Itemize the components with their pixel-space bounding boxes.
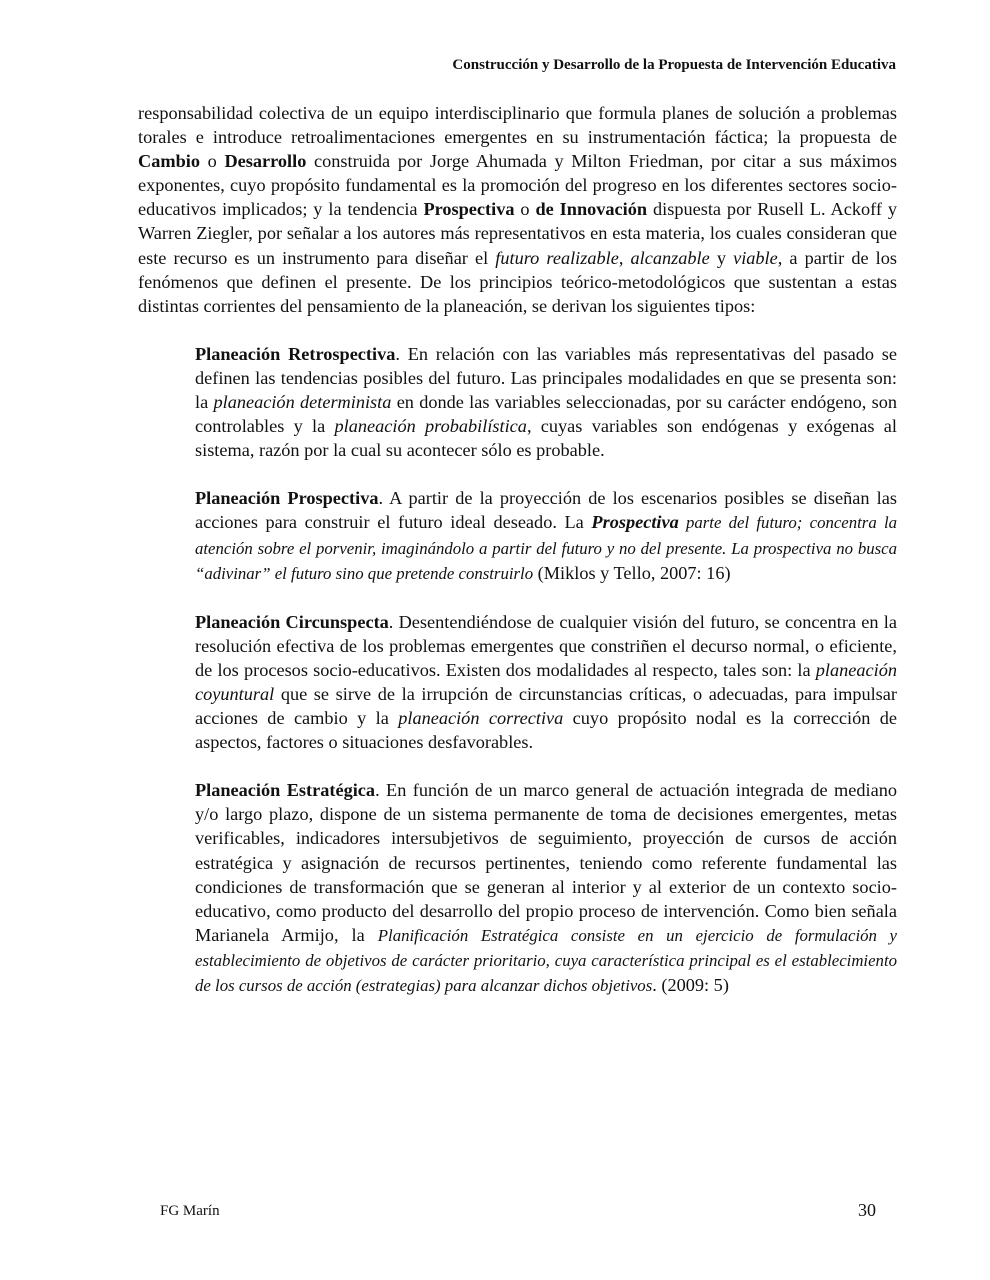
- retrospectiva-title: Planeación Retrospectiva: [195, 343, 396, 364]
- page-body: [138, 101, 897, 998]
- prospectiva-title: Planeación Prospectiva: [195, 488, 379, 509]
- estrategica-title: Planeación Estratégica: [195, 780, 376, 801]
- circunspecta-title: Planeación Circunspecta: [195, 611, 389, 632]
- page-number: 30: [858, 1200, 876, 1220]
- retrospectiva-paragraph: Planeación Retrospectiva. En relación con las variables más representativas del pasado se definen las tendencias posibles del futuro. Las principales modalidades en que se presenta son: la planeación determinista en donde las variables seleccionadas, por su carácter endógeno, son controlables y la planeación probabilística, cuyas variables son endógenas y exógenas al sistema, razón por la cual su acontecer sólo es probable.: [195, 343, 898, 461]
- prospectiva-paragraph: Planeación Prospectiva. A partir de la proyección de los escenarios posibles se diseñan las acciones para construir el futuro ideal deseado. La Prospectiva parte del futuro; concentra la atención sobre el porvenir, imaginándolo a partir del futuro y no del presente. La prospectiva no busca “adivinar” el futuro sino que pretende construirlo (Miklos y Tello, 2007: 16): [195, 488, 898, 583]
- circunspecta-paragraph: Planeación Circunspecta. Desentendiéndose de cualquier visión del futuro, se concentra en la resolución efectiva de los problemas emergentes que constriñen el decurso normal, o eficiente, de los procesos socio-educativos. Existen dos modalidades al respecto, tales son: la planeación coyuntural que se sirve de la irrupción de circunstancias críticas, o adecuadas, para impulsar acciones de cambio y la planeación correctiva cuyo propósito nodal es la corrección de aspectos, factores o situaciones desfavorables.: [195, 611, 897, 753]
- estrategica-paragraph: Planeación Estratégica. En función de un marco general de actuación integrada de mediano y/o largo plazo, dispone de un sistema permanente de toma de decisiones emergentes, metas verificables, indicadores intersubjetivos de seguimiento, proyección de cursos de acción estratégica y asignación de recursos pertinentes, teniendo como referente fundamental las condiciones de transformación que se generan al interior y al exterior de un contexto socio-educativo, como producto del desarrollo del propio proceso de intervención. Como bien señala Marianela Armijo, la Planificación Estratégica consiste en un ejercicio de formulación y establecimiento de objetivos de carácter prioritario, cuya característica principal es el establecimiento de los cursos de acción (estrategias) para alcanzar dichos objetivos. (2009: 5): [195, 780, 897, 995]
- footer-author: FG Marín: [160, 1203, 220, 1219]
- running-header: Construcción y Desarrollo de la Propuesta de Intervención Educativa: [452, 57, 896, 73]
- intro-paragraph: responsabilidad colectiva de un equipo interdisciplinario que formula planes de solución a problemas torales e introduce retroalimentaciones emergentes en su instrumentación fáctica; la propuesta de Cambio o Desarrollo construida por Jorge Ahumada y Milton Friedman, por citar a sus máximos exponentes, cuyo propósito fundamental es la promoción del progreso en los diferentes sectores socio-educativos implicados; y la tendencia Prospectiva o de Innovación dispuesta por Rusell L. Ackoff y Warren Ziegler, por señalar a los autores más representativos en esta materia, los cuales consideran que este recurso es un instrumento para diseñar el futuro realizable, alcanzable y viable, a partir de los fenómenos que definen el presente. De los principios teórico-metodológicos que sustentan a estas distintas corrientes del pensamiento de la planeación, se derivan los siguientes tipos:: [138, 103, 898, 316]
